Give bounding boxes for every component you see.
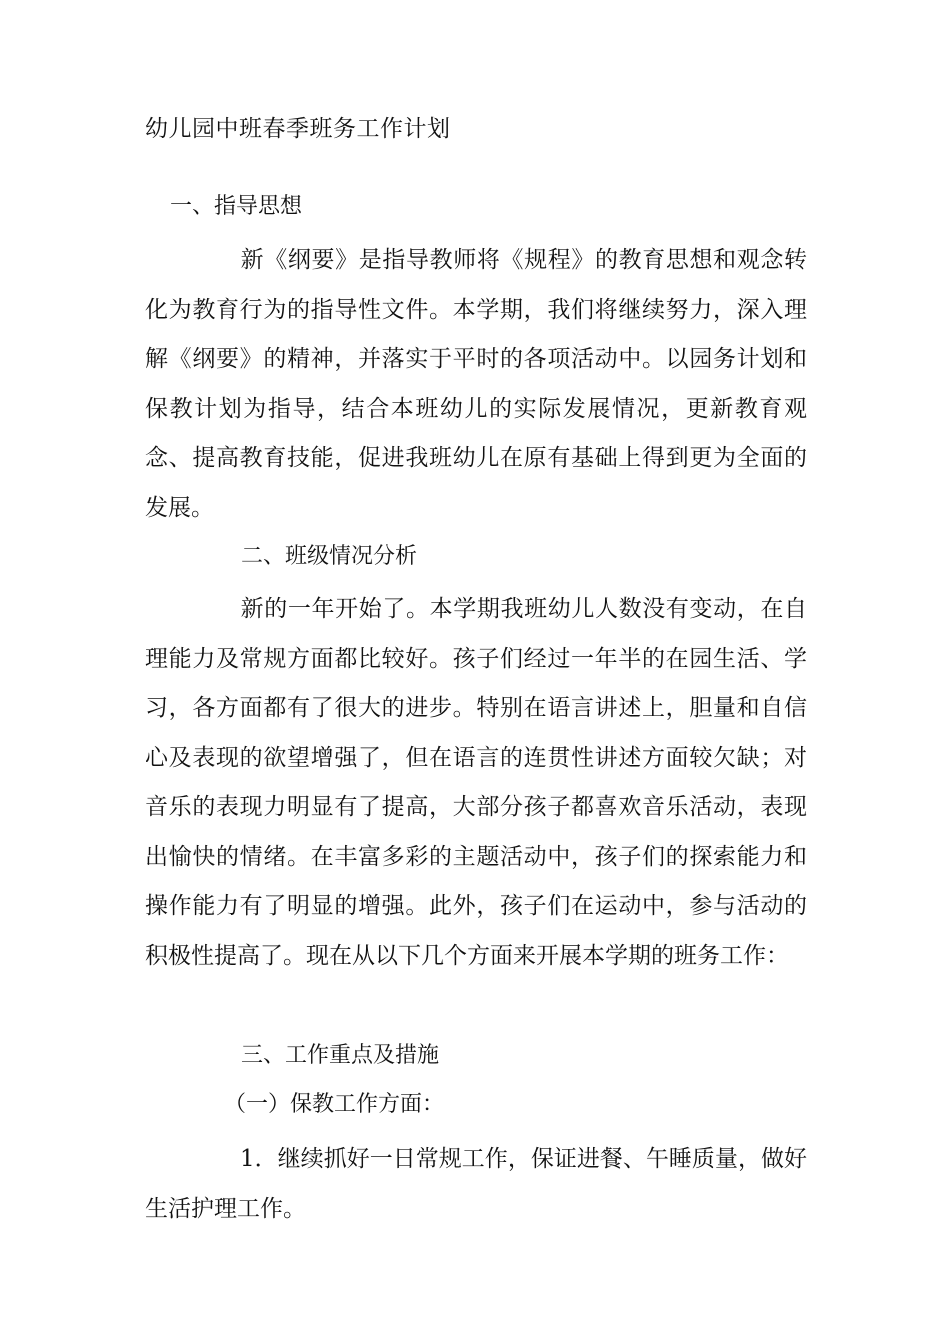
- section-heading-class-analysis: 二、班级情况分析: [241, 544, 418, 569]
- subsection-heading-care-education: （一）保教工作方面：: [224, 1092, 445, 1117]
- section-heading-guiding-ideology: 一、指导思想: [170, 194, 303, 219]
- paragraph-class-analysis: [145, 585, 807, 981]
- paragraph-text: 新《纲要》是指导教师将《规程》的教育思想和观念转化为教育行为的指导性文件。本学期，我们将继续努力，深入理解《纲要》的精神，并落实于平时的各项活动中。以园务计划和保教计划为指导，结合本班幼儿的实际发展情况，更新教育观念、提高教育技能，促进我班幼儿在原有基础上得到更为全面的发展。: [145, 247, 807, 521]
- paragraph-text: 1．继续抓好一日常规工作，保证进餐、午睡质量，做好生活护理工作。: [145, 1146, 807, 1222]
- document-title: 幼儿园中班春季班务工作计划: [145, 116, 451, 142]
- paragraph-text: 新的一年开始了。本学期我班幼儿人数没有变动，在自理能力及常规方面都比较好。孩子们经过一年半的在园生活、学习，各方面都有了很大的进步。特别在语言讲述上，胆量和自信心及表现的欲望增强了，但在语言的连贯性讲述方面较欠缺；对音乐的表现力明显有了提高，大部分孩子都喜欢音乐活动，表现出愉快的情绪。在丰富多彩的主题活动中，孩子们的探索能力和操作能力有了明显的增强。此外，孩子们在运动中，参与活动的积极性提高了。现在从以下几个方面来开展本学期的班务工作：: [145, 596, 807, 969]
- paragraph-work-item-1: [145, 1135, 807, 1234]
- paragraph-guiding-ideology: [145, 236, 807, 533]
- section-heading-work-focus: 三、工作重点及措施: [241, 1043, 440, 1068]
